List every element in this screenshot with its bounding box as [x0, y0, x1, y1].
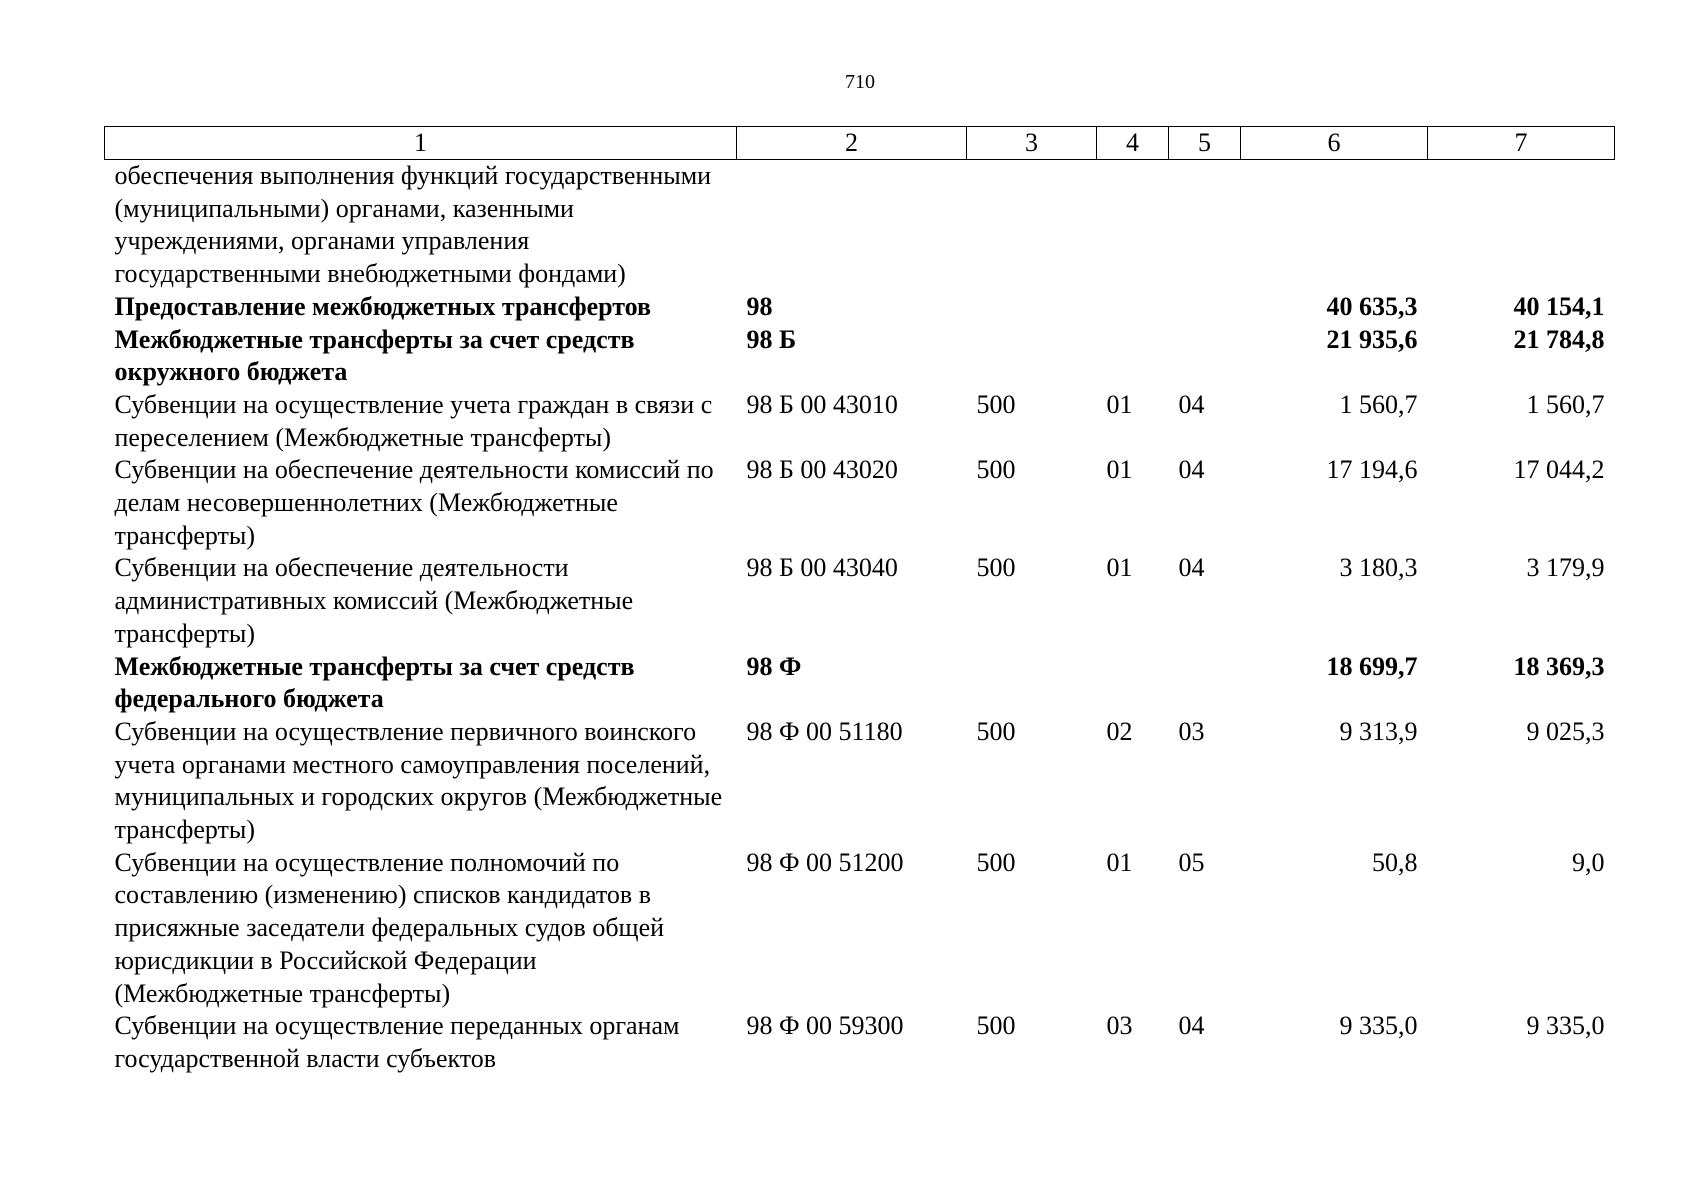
row-sum2-cell: 40 154,1: [1513, 291, 1605, 321]
row-vr-cell: 500: [976, 1011, 1016, 1041]
row-code-cell: 98 Ф 00 59300: [746, 1011, 904, 1041]
row-pr-cell: 05: [1178, 847, 1205, 877]
row-code-cell: 98 Ф 00 51180: [746, 716, 903, 746]
row-sum2-cell: 1 560,7: [1526, 389, 1605, 419]
table-row: [105, 651, 1615, 716]
row-sum2-cell: 21 784,8: [1513, 324, 1605, 354]
row-sum2-cell: 9 025,3: [1526, 716, 1605, 746]
row-pr-cell: [1169, 291, 1241, 324]
table-header: [105, 127, 1615, 160]
row-vr-cell: 500: [976, 455, 1016, 485]
header-col-2: 2: [737, 127, 967, 160]
row-pr-cell: [1169, 651, 1241, 716]
row-vr-cell: [967, 651, 1097, 716]
row-sum1-cell: 21 935,6: [1326, 324, 1418, 354]
row-sum2-cell: 9,0: [1572, 847, 1605, 877]
row-name-cell: Субвенции на осуществление первичного воинского учета органами местного самоуправления поселений, муниципальных и городских округов (Межбюджетные трансферты): [114, 716, 723, 845]
table-row: [105, 1010, 1615, 1075]
row-code-cell: 98 Ф 00 51200: [746, 847, 904, 877]
row-sum2-cell: 17 044,2: [1513, 455, 1605, 485]
row-pr-cell: 04: [1178, 389, 1205, 419]
header-col-6: 6: [1241, 127, 1428, 160]
table-row: [105, 454, 1615, 552]
row-rz-cell: 01: [1106, 847, 1133, 877]
table-row: [105, 389, 1615, 454]
row-vr-cell: [967, 324, 1097, 389]
row-sum1-cell: 18 699,7: [1326, 651, 1418, 681]
row-rz-cell: 01: [1106, 389, 1133, 419]
table-row: [105, 160, 1615, 291]
table-row: [105, 291, 1615, 324]
row-sum2-cell: 3 179,9: [1526, 553, 1605, 583]
header-row: [105, 127, 1615, 160]
row-sum1-cell: 17 194,6: [1326, 455, 1418, 485]
row-sum2-cell: [1428, 160, 1615, 291]
row-pr-cell: 03: [1178, 716, 1205, 746]
table-row: [105, 552, 1615, 650]
header-col-4: 4: [1097, 127, 1169, 160]
row-pr-cell: [1169, 324, 1241, 389]
row-rz-cell: 01: [1106, 455, 1133, 485]
row-sum1-cell: 50,8: [1372, 847, 1418, 877]
row-name-cell: обеспечения выполнения функций государственными (муниципальными) органами, казенными учреждениями, органами управления государственными внебюджетными фондами): [114, 161, 712, 289]
table-row: [105, 324, 1615, 389]
row-sum2-cell: 18 369,3: [1513, 651, 1605, 681]
row-sum2-cell: 9 335,0: [1526, 1011, 1605, 1041]
row-rz-cell: [1097, 291, 1169, 324]
row-name-cell: Межбюджетные трансферты за счет средств окружного бюджета: [114, 324, 635, 387]
row-name-cell: Субвенции на осуществление учета граждан в связи с переселением (Межбюджетные трансферты): [114, 389, 713, 452]
row-pr-cell: 04: [1178, 455, 1205, 485]
header-col-5: 5: [1169, 127, 1241, 160]
row-vr-cell: 500: [976, 847, 1016, 877]
row-vr-cell: [967, 160, 1097, 291]
row-code-cell: 98: [746, 291, 773, 321]
row-vr-cell: [967, 291, 1097, 324]
header-col-3: 3: [967, 127, 1097, 160]
row-vr-cell: 500: [976, 553, 1016, 583]
row-sum1-cell: 9 335,0: [1339, 1011, 1418, 1041]
row-code-cell: 98 Б 00 43020: [746, 455, 898, 485]
row-code-cell: [737, 160, 967, 291]
row-sum1-cell: 1 560,7: [1339, 389, 1418, 419]
row-code-cell: 98 Б: [746, 324, 797, 354]
row-pr-cell: 04: [1178, 553, 1205, 583]
row-name-cell: Субвенции на осуществление переданных органам государственной власти субъектов: [114, 1011, 680, 1073]
row-name-cell: Предоставление межбюджетных трансфертов: [114, 291, 652, 321]
row-rz-cell: 02: [1106, 716, 1133, 746]
row-name-cell: Межбюджетные трансферты за счет средств федерального бюджета: [114, 651, 635, 714]
row-rz-cell: 01: [1106, 553, 1133, 583]
row-rz-cell: [1097, 324, 1169, 389]
row-name-cell: Субвенции на обеспечение деятельности комиссий по делам несовершеннолетних (Межбюджетные трансферты): [114, 455, 714, 550]
budget-table: [104, 126, 1615, 1076]
row-code-cell: 98 Ф: [746, 651, 802, 681]
row-rz-cell: [1097, 160, 1169, 291]
row-pr-cell: [1169, 160, 1241, 291]
row-vr-cell: 500: [976, 389, 1016, 419]
row-code-cell: 98 Б 00 43010: [746, 389, 898, 419]
row-name-cell: Субвенции на осуществление полномочий по составлению (изменению) списков кандидатов в присяжные заседатели федеральных судов общей юрисдикции в Российской Федерации (Межбюджетные трансферты): [114, 847, 665, 1008]
page-number: 710: [845, 71, 875, 93]
header-col-1: 1: [105, 127, 737, 160]
header-col-7: 7: [1428, 127, 1615, 160]
table-row: [105, 716, 1615, 847]
row-code-cell: 98 Б 00 43040: [746, 553, 898, 583]
row-sum1-cell: [1241, 160, 1428, 291]
row-rz-cell: 03: [1106, 1011, 1133, 1041]
row-rz-cell: [1097, 651, 1169, 716]
row-name-cell: Субвенции на обеспечение деятельности административных комиссий (Межбюджетные трансферты): [114, 553, 634, 648]
table-body: [105, 160, 1615, 1076]
row-vr-cell: 500: [976, 716, 1016, 746]
row-sum1-cell: 3 180,3: [1339, 553, 1418, 583]
table-row: [105, 847, 1615, 1011]
row-pr-cell: 04: [1178, 1011, 1205, 1041]
row-sum1-cell: 9 313,9: [1339, 716, 1418, 746]
row-sum1-cell: 40 635,3: [1326, 291, 1418, 321]
